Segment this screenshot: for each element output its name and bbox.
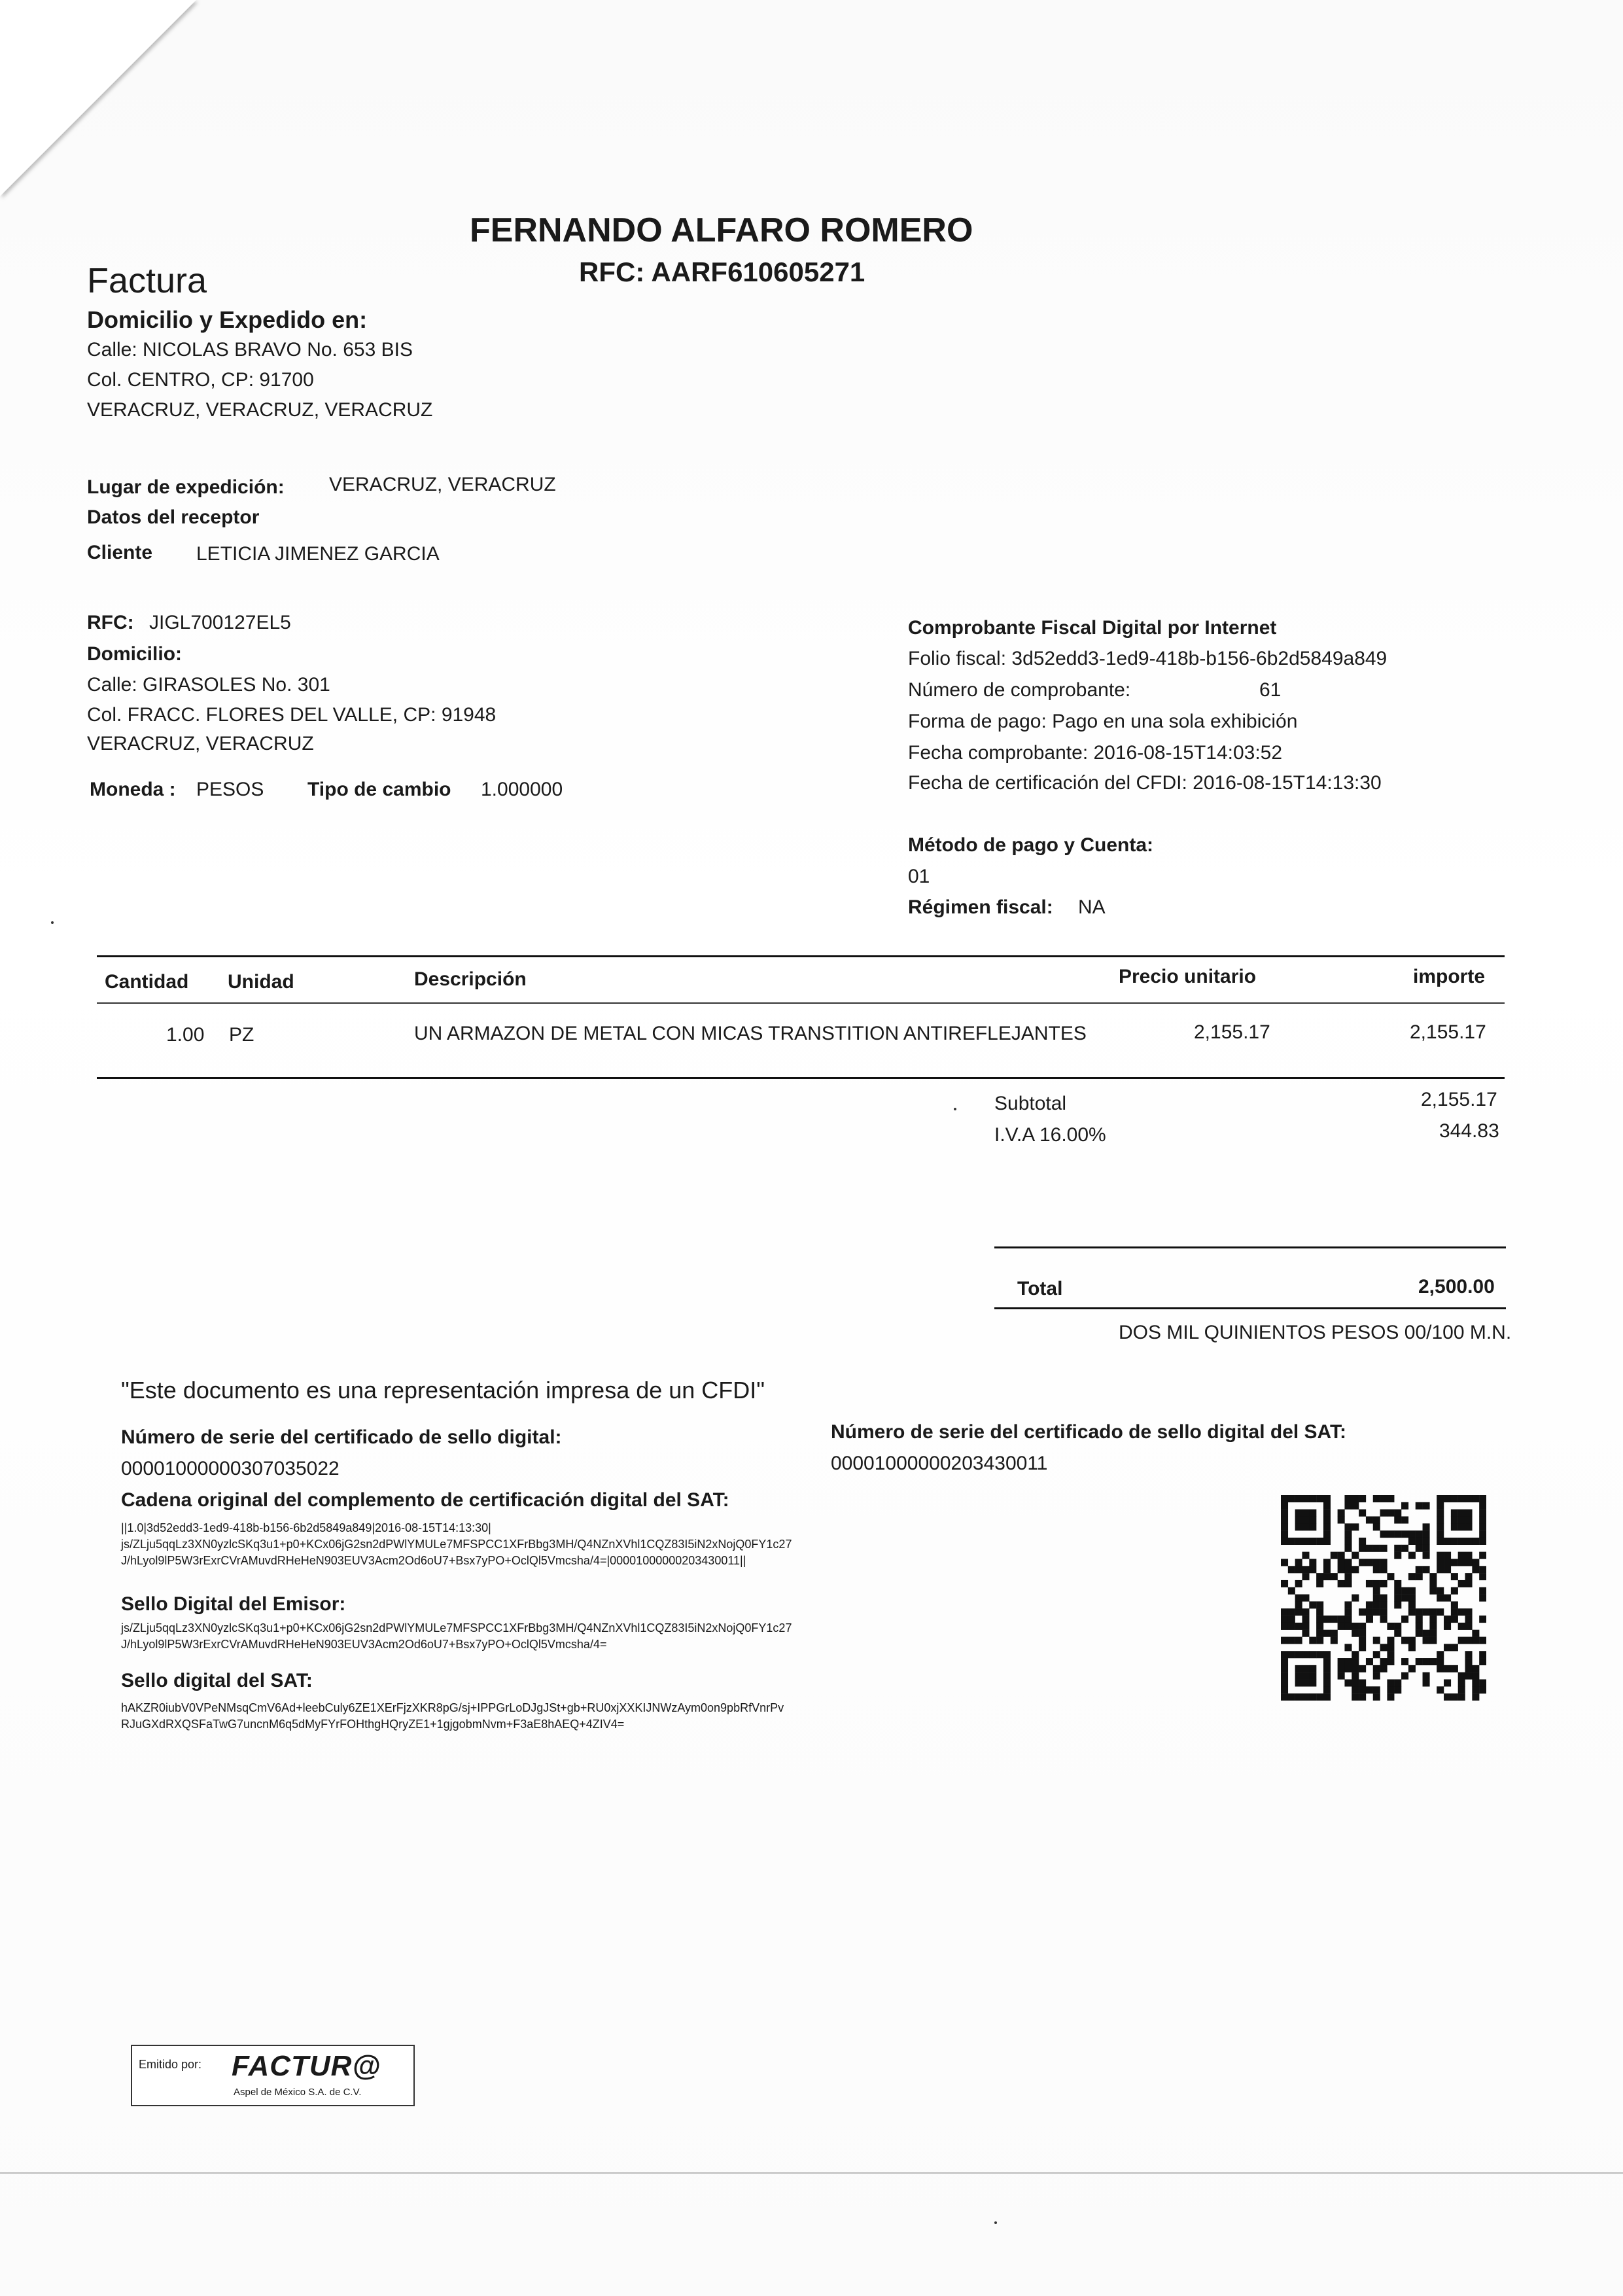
issuer-seal-line2: J/hLyol9lP5W3rExrCVrAMuvdRHeHeN903EUV3Acm2Od6oU7+Bsx7yPO+OclQl5Vmcsha/4= (121, 1638, 607, 1651)
receiver-rfc-label: RFC: (87, 612, 134, 633)
row-unit: PZ (229, 1024, 254, 1046)
original-chain-line3: J/hLyol9lP5W3rExrCVrAMuvdRHeHeN903EUV3Acm2Od6oU7+Bsx7yPO+OclQl5Vmcsha/4=|00001000000203430011|| (121, 1554, 746, 1567)
total-value: 2,500.00 (1418, 1276, 1495, 1298)
badge-subtitle: Aspel de México S.A. de C.V. (234, 2087, 362, 2098)
total-label: Total (1017, 1278, 1063, 1299)
original-chain-line2: js/ZLju5qqLz3XN0yzlcSKq3u1+p0+KCx06jG2sn2dPWlYMULe7MFSPCC1XFrBbg3MH/Q4NZnXVhl1CQZ83I5iN2xNojQ0FY1c27 (121, 1538, 792, 1551)
sat-cert-serial-value: 00001000000203430011 (831, 1453, 1048, 1474)
qr-code-icon (1281, 1495, 1486, 1701)
receiver-address-line2: Col. FRACC. FLORES DEL VALLE, CP: 91948 (87, 704, 497, 726)
cfdi-date: Fecha comprobante: 2016-08-15T14:03:52 (908, 742, 1283, 764)
row-description: UN ARMAZON DE METAL CON MICAS TRANSTITION ANTIREFLEJANTES (414, 1023, 1087, 1044)
payment-method-label: Método de pago y Cuenta: (908, 834, 1153, 856)
cfdi-cert-date: Fecha de certificación del CFDI: 2016-08-15T14:13:30 (908, 772, 1382, 794)
col-header-amount: importe (1413, 966, 1486, 987)
receiver-rfc-value: JIGL700127EL5 (149, 612, 291, 633)
scan-speck (51, 921, 54, 924)
total-bottom-rule (994, 1307, 1506, 1309)
issuer-seal-label: Sello Digital del Emisor: (121, 1593, 346, 1615)
client-label: Cliente (87, 542, 153, 563)
issuer-rfc: RFC: AARF610605271 (579, 256, 865, 287)
receiver-address-label: Domicilio: (87, 643, 183, 665)
table-header-rule (97, 1002, 1505, 1004)
scan-speck (994, 2221, 997, 2224)
cfdi-payment-form: Forma de pago: Pago en una sola exhibición (908, 711, 1298, 732)
row-quantity: 1.00 (166, 1024, 205, 1046)
currency-value: PESOS (196, 779, 264, 800)
scan-speck (954, 1108, 956, 1110)
row-unit-price: 2,155.17 (1194, 1021, 1270, 1043)
col-header-unit-price: Precio unitario (1119, 966, 1257, 987)
row-amount: 2,155.17 (1410, 1021, 1486, 1043)
table-top-rule (97, 955, 1505, 957)
factur-logo: FACTUR@ (232, 2050, 381, 2082)
cert-serial-value: 00001000000307035022 (121, 1458, 340, 1479)
sat-seal-label: Sello digital del SAT: (121, 1670, 313, 1691)
cfdi-title: Comprobante Fiscal Digital por Internet (908, 617, 1277, 639)
emitted-by-label: Emitido por: (139, 2058, 202, 2071)
sat-seal-line1: hAKZR0iubV0VPeNMsqCmV6Ad+leebCuly6ZE1XErFjzXKR8pG/sj+IPPGrLoDJgJSt+gb+RU0xjXXKIJNWzAym0on9pbRfVnrPv (121, 1701, 784, 1714)
tax-regime-value: NA (1078, 896, 1106, 918)
representation-note: "Este documento es una representación impresa de un CFDI" (121, 1377, 765, 1404)
place-label: Lugar de expedición: (87, 476, 285, 498)
iva-value: 344.83 (1439, 1120, 1499, 1142)
cfdi-number-label: Número de comprobante: (908, 679, 1131, 701)
cert-serial-label: Número de serie del certificado de sello digital: (121, 1426, 562, 1448)
page-bottom-rule (0, 2172, 1623, 2174)
total-top-rule (994, 1246, 1506, 1248)
currency-label: Moneda : (90, 779, 176, 800)
issuer-address-label: Domicilio y Expedido en: (87, 306, 368, 333)
cfdi-number-value: 61 (1259, 679, 1282, 701)
subtotal-value: 2,155.17 (1421, 1089, 1497, 1110)
tax-regime-label: Régimen fiscal: (908, 896, 1053, 918)
table-bottom-rule (97, 1077, 1505, 1079)
exchange-rate-value: 1.000000 (481, 779, 563, 800)
col-header-description: Descripción (414, 968, 527, 990)
original-chain-line1: ||1.0|3d52edd3-1ed9-418b-b156-6b2d5849a849|2016-08-15T14:13:30| (121, 1521, 491, 1534)
client-value: LETICIA JIMENEZ GARCIA (196, 543, 440, 565)
col-header-unit: Unidad (228, 971, 294, 993)
issuer-address-line1: Calle: NICOLAS BRAVO No. 653 BIS (87, 339, 413, 361)
place-value: VERACRUZ, VERACRUZ (329, 474, 556, 495)
exchange-rate-label: Tipo de cambio (307, 779, 451, 800)
doc-title: Factura (87, 261, 207, 300)
receiver-address-line1: Calle: GIRASOLES No. 301 (87, 674, 330, 696)
issuer-address-line2: Col. CENTRO, CP: 91700 (87, 369, 314, 391)
receiver-section-label: Datos del receptor (87, 506, 260, 528)
sat-seal-line2: RJuGXdRXQSFaTwG7uncnM6q5dMyFYrFOHthgHQryZE1+1gjgobmNvm+F3aE8hAEQ+4ZIV4= (121, 1718, 625, 1731)
cfdi-folio: Folio fiscal: 3d52edd3-1ed9-418b-b156-6b2d5849a849 (908, 648, 1387, 669)
col-header-quantity: Cantidad (105, 971, 189, 993)
payment-method-value: 01 (908, 866, 930, 887)
issuer-seal-line1: js/ZLju5qqLz3XN0yzlcSKq3u1+p0+KCx06jG2sn2dPWlYMULe7MFSPCC1XFrBbg3MH/Q4NZnXVhl1CQZ83I5iN2xNojQ0FY1c27 (121, 1621, 792, 1634)
original-chain-label: Cadena original del complemento de certificación digital del SAT: (121, 1489, 729, 1511)
page-corner-fold (0, 0, 196, 196)
subtotal-label: Subtotal (994, 1093, 1067, 1114)
total-in-words: DOS MIL QUINIENTOS PESOS 00/100 M.N. (1119, 1322, 1512, 1343)
sat-cert-serial-label: Número de serie del certificado de sello digital del SAT: (831, 1421, 1346, 1443)
receiver-address-line3: VERACRUZ, VERACRUZ (87, 733, 314, 754)
issuer-name: FERNANDO ALFARO ROMERO (470, 211, 973, 249)
emitted-by-badge (131, 2045, 415, 2106)
iva-label: I.V.A 16.00% (994, 1124, 1106, 1146)
issuer-address-line3: VERACRUZ, VERACRUZ, VERACRUZ (87, 399, 433, 421)
